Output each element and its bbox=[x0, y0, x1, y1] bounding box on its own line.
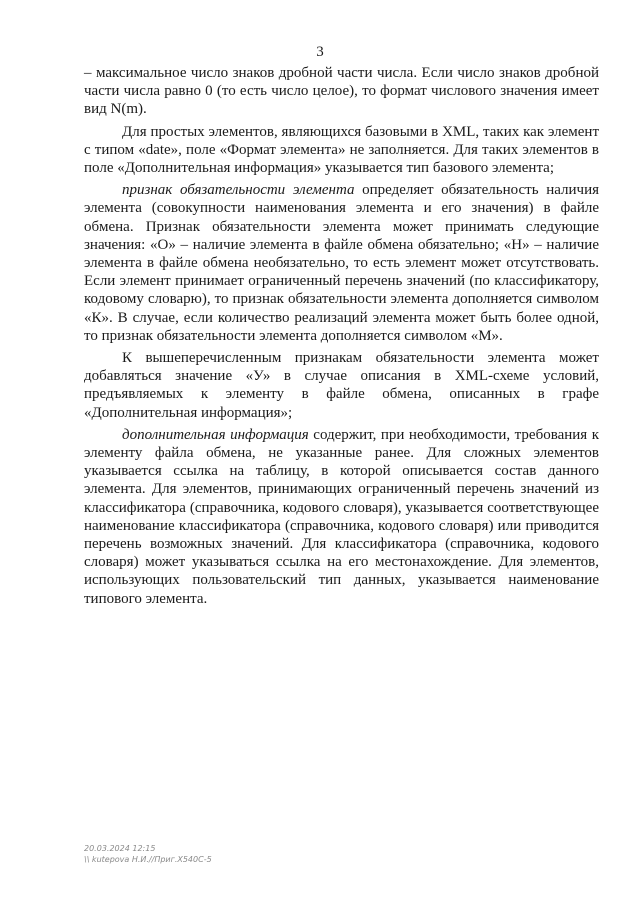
paragraph-fraction-digits: – максимальное число знаков дробной части числа. Если число знаков дробной части числа равно 0 (то есть число целое), то формат числового значения имеет вид N(m). bbox=[84, 65, 599, 118]
paragraph-additional-info-text: содержит, при необходимости, требования к элементу файла обмена, не указанные ранее. Для сложных элементов указывается ссылка на таблицу, в которой описывается состав данного элемента. Для элементов, принимающих ограниченный перечень значений из классификатора (справочника, кодового словаря), указывается соответствующее наименование классификатора (справочника, кодового словаря) или приводится перечень возможных значений. Для классификатора (справочника, кодового словаря) может указываться ссылка на его местонахождение. Для элементов, использующих пользовательский тип данных, указывается наименование типового элемента. bbox=[84, 426, 599, 607]
paragraph-conditional-value: К вышеперечисленным признакам обязательности элемента может добавляться значение «У» в случае описания в XML-схеме условий, предъявляемых к элементу в файле обмена, описанных в графе «Дополнительная информация»; bbox=[84, 350, 599, 421]
document-body bbox=[84, 64, 599, 608]
paragraph-mandatory-sign bbox=[84, 181, 599, 345]
stamp-path: \\ kutepova Н.И.//Приг.Х540С-5 bbox=[84, 855, 212, 864]
term-additional-info: дополнительная информация bbox=[122, 426, 309, 443]
paragraph-simple-elements: Для простых элементов, являющихся базовыми в XML, таких как элемент с типом «date», поле «Формат элемента» не заполняется. Для таких элементов в поле «Дополнительная информация» указывается тип базового элемента; bbox=[84, 123, 599, 177]
paragraph-mandatory-sign-text: определяет обязательность наличия элемента (совокупности наименования элемента и его значения) в файле обмена. Признак обязательности элемента может принимать следующие значения: «О» – наличие элемента в файле обмена обязательно; «Н» – наличие элемента в файле обмена необязательно, то есть элемент может отсутствовать. Если элемент принимает ограниченный перечень значений (по классификатору, кодовому словарю), то признак обязательности элемента дополняется символом «К». В случае, если количество реализаций элемента может быть более одной, то признак обязательности элемента дополняется символом «М». bbox=[84, 182, 599, 344]
page-number: 3 bbox=[316, 44, 324, 60]
term-mandatory-sign: признак обязательности элемента bbox=[122, 182, 355, 199]
stamp-datetime: 20.03.2024 12:15 bbox=[84, 844, 156, 853]
paragraph-additional-info bbox=[84, 426, 599, 608]
document-stamp bbox=[84, 843, 212, 865]
